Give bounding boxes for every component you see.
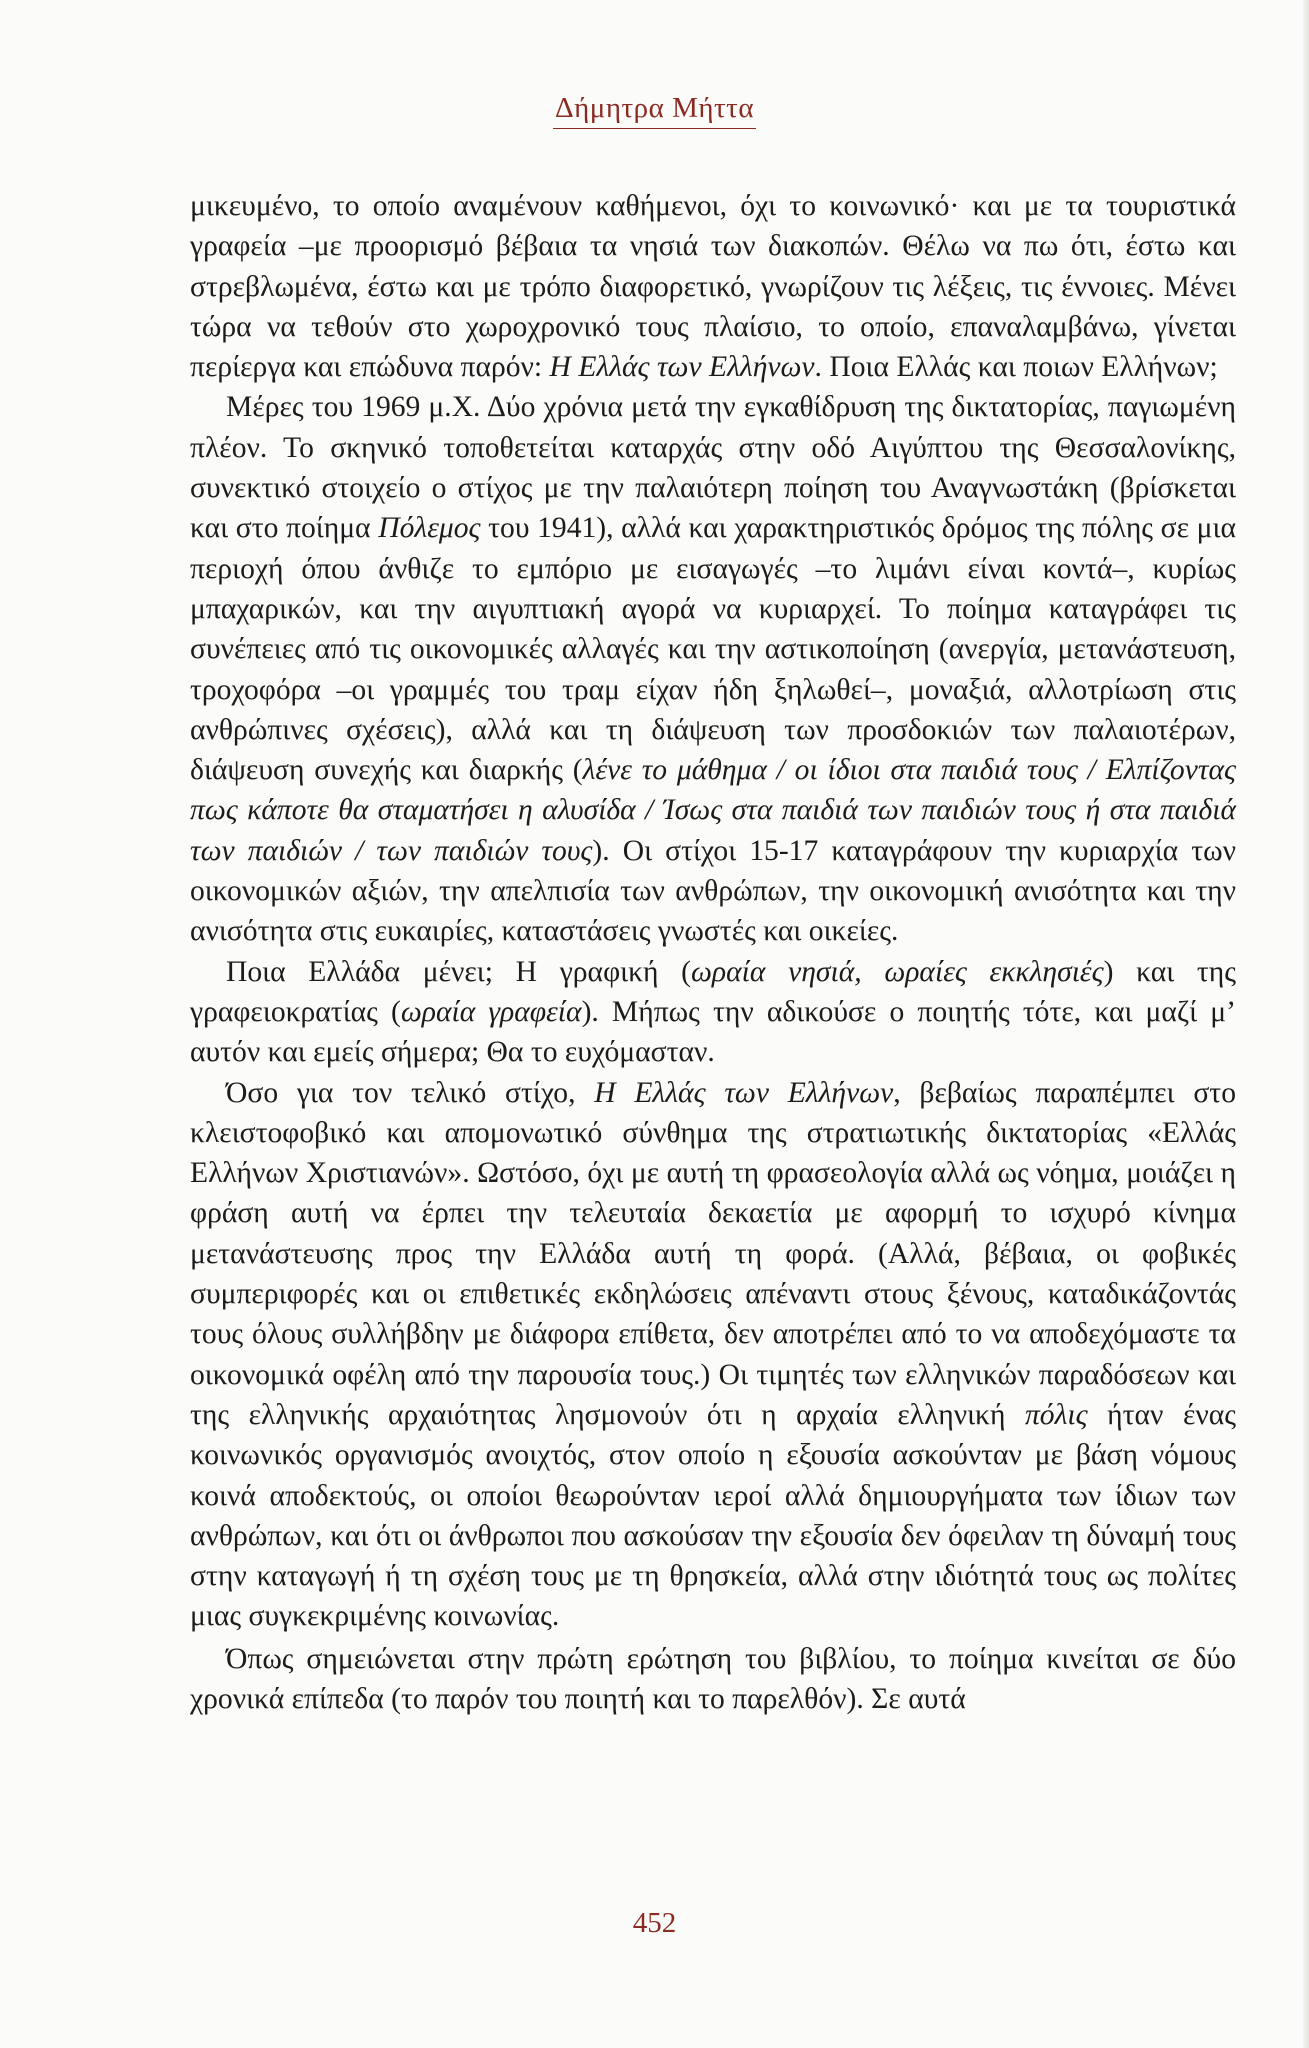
italic-run: λένε το μάθημα / οι ίδιοι στα παιδιά τους / Ελπίζοντας πως κάποτε θα σταματήσει η αλυσίδα / Ίσως στα παιδιά των παιδιών τους ή στα παιδιά των παιδιών / των παιδιών τους — [190, 754, 1236, 867]
text-run: Όπως σημειώνεται στην πρώτη ερώτηση του βιβλίου, το ποίημα κινείται σε δύο χρονικά επίπεδα (το παρόν του ποιητή και το παρελθόν). Σε αυτά — [190, 1642, 1236, 1715]
page-edge — [1303, 0, 1309, 2048]
paragraph-1 — [190, 186, 1236, 387]
italic-run: πόλις — [1024, 1398, 1088, 1431]
text-run: Μέρες του 1969 μ.Χ. Δύο χρόνια μετά την εγκαθίδρυση της δικτατορίας, παγιωμένη πλέον. Το σκηνικό τοποθετείται καταρχάς στην οδό Αιγύπτου της Θεσσαλονίκης, συνεκτικό στοιχείο ο στίχος με την παλαιότερη ποίηση του Αναγνωστάκη (βρίσκεται και στο ποίημα — [190, 391, 1236, 545]
text-run: μικευμένο, το οποίο αναμένουν καθήμενοι, όχι το κοινωνικό· και με τα τουριστικά γραφεία –με προορισμό βέβαια τα νησιά των διακοπών. Θέλω να πω ότι, έστω και στρεβλωμένα, έστω και με τρόπο διαφορετικό, γνωρίζουν τις λέξεις, τις έννοιες. Μένει τώρα να τεθούν στο χωροχρονικό τους πλαίσιο, το οποίο, επαναλαμβάνω, γίνεται περίεργα και επώδυνα παρόν: — [190, 190, 1236, 384]
text-run: Ποια Ελλάδα μένει; Η γραφική ( — [226, 955, 692, 988]
text-run: ). Οι στίχοι 15-17 καταγράφουν την κυριαρχία των οικονομικών αξιών, την απελπισία των ανθρώπων, την οικονομική ανισότητα και την ανισότητα στις ευκαιρίες, καταστάσεις γνωστές και οικείες. — [190, 834, 1236, 948]
text-run: ήταν ένας κοινωνικός οργανισμός ανοιχτός, στον οποίο η εξουσία ασκούνταν με βάση νόμους κοινά αποδεκτούς, οι οποίοι θεωρούνταν ιεροί αλλά δημιουργήματα των ίδιων των ανθρώπων, και ότι οι άνθρωποι που ασκούσαν την εξουσία δεν όφειλαν τη δύναμή τους στην καταγωγή ή τη σχέση τους με τη θρησκεία, αλλά στην ιδιότητά τους ως πολίτες μιας συγκεκριμένης κοινωνίας. — [190, 1398, 1236, 1633]
page-number: 452 — [632, 1907, 677, 1939]
italic-run: ωραία νησιά, ωραίες εκκλησιές — [691, 955, 1104, 988]
text-run: , βεβαίως παραπέμπει στο κλειστοφοβικό και απομονωτικό σύνθημα της στρατιωτικής δικτατορίας «Ελλάς Ελλήνων Χριστιανών». Ωστόσο, όχι με αυτή τη φρασεολογία αλλά ως νόημα, μοιάζει η φράση αυτή να έρπει την τελευταία δεκαετία με αφορμή το ισχυρό κίνημα μετανάστευσης προς την Ελλάδα αυτή τη φορά. (Αλλά, βέβαια, οι φοβικές συμπεριφορές και οι επιθετικές εκδηλώσεις απέναντι στους ξένους, καταδικάζοντάς τους όλους συλλήβδην με διάφορα επίθετα, δεν αποτρέπει από το να αποδεχόμαστε τα οικονομικά οφέλη από την παρουσία τους.) Οι τιμητές των ελληνικών παραδόσεων και της ελληνικής αρχαιότητας λησμονούν ότι η αρχαία ελληνική — [190, 1076, 1236, 1431]
paragraph-2 — [190, 387, 1236, 951]
author-name: Δήμητρα Μήττα — [553, 92, 756, 129]
text-run: του 1941), αλλά και χαρακτηριστικός δρόμος της πόλης σε μια περιοχή όπου άνθιζε το εμπόριο με εισαγωγές –το λιμάνι είναι κοντά–, κυρίως μπαχαρικών, και την αιγυπτιακή αγορά να κυριαρχεί. Το ποίημα καταγράφει τις συνέπειες από τις οικονομικές αλλαγές και την αστικοποίηση (ανεργία, μετανάστευση, τροχοφόρα –οι γραμμές του τραμ είχαν ήδη ξηλωθεί–, μοναξιά, αλλοτρίωση στις ανθρώπινες σχέσεις), αλλά και τη διάψευση των προσδοκιών των παλαιοτέρων, διάψευση συνεχής και διαρκής ( — [190, 512, 1236, 787]
paragraph-4 — [190, 1073, 1236, 1637]
text-run: Όσο για τον τελικό στίχο, — [226, 1076, 595, 1109]
text-run: ) και της γραφειοκρατίας ( — [190, 955, 1237, 1028]
italic-run: Η Ελλάς των Ελλήνων — [594, 1076, 894, 1109]
text-run: ). Μήπως την αδικούσε ο ποιητής τότε, και μαζί μ’ αυτόν και εμείς σήμερα; Θα το ευχόμασταν. — [190, 995, 1236, 1069]
paragraph-3 — [190, 952, 1236, 1073]
italic-run: Η Ελλάς των Ελλήνων — [549, 351, 815, 384]
text-run: . Ποια Ελλάς και ποιων Ελλήνων; — [814, 351, 1218, 384]
body-text — [190, 186, 1236, 1719]
paragraph-5 — [190, 1639, 1236, 1720]
running-header — [0, 92, 1309, 129]
italic-run: Πόλεμος — [378, 512, 481, 545]
italic-run: ωραία γραφεία — [400, 995, 582, 1028]
